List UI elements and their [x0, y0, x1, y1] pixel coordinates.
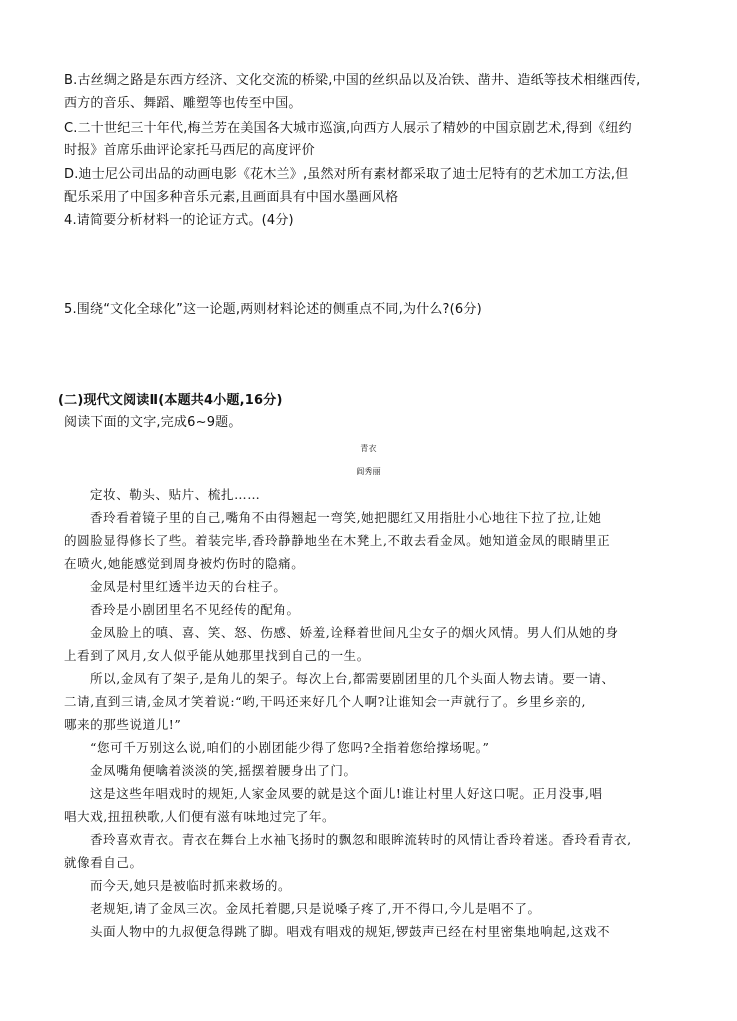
story-line: 上看到了风月,女人似乎能从她那里找到自己的一生。 — [64, 648, 370, 663]
section-heading: (二)现代文阅读Ⅱ(本题共4小题,16分) — [58, 393, 283, 408]
story-line: 所以,金凤有了架子,是角儿的架子。每次上台,都需要剧团里的几个头面人物去请。要一请、 — [90, 671, 615, 686]
story-line: 香玲看着镜子里的自己,嘴角不由得翘起一弯笑,她把腮红又用指肚小心地往下拉了拉,让她 — [90, 510, 602, 525]
story-line: 金凤脸上的嗔、喜、笑、怒、伤感、娇羞,诠释着世间凡尘女子的烟火风情。男人们从她的身 — [90, 625, 619, 640]
story-title: 青衣 — [360, 444, 377, 453]
story-line: 的圆脸显得修长了些。着装完毕,香玲静静地坐在木凳上,不敢去看金凤。她知道金凤的眼睛里正 — [64, 533, 611, 548]
story-line: 二请,直到三请,金凤才笑着说:“哟,干吗还来好几个人啊?让谁知会一声就行了。乡里乡亲的, — [64, 694, 587, 709]
story-line: 金凤嘴角便噙着淡淡的笑,摇摆着腰身出了门。 — [90, 763, 357, 778]
question-5: 5.围绕“文化全球化”这一论题,两则材料论述的侧重点不同,为什么?(6分) — [64, 302, 482, 317]
story-line: 唱大戏,扭扭秧歌,人们便有滋有味地过完了年。 — [64, 809, 336, 824]
option-b-line-1: B.古丝绸之路是东西方经济、文化交流的桥梁,中国的丝织品以及冶铁、凿井、造纸等技术相继西传, — [64, 73, 641, 88]
story-line: 这是这些年唱戏时的规矩,人家金凤要的就是这个面儿!谁让村里人好这口呢。正月没事,唱 — [90, 786, 603, 801]
question-4: 4.请简要分析材料一的论证方式。(4分) — [64, 213, 294, 228]
story-line: 头面人物中的九叔便急得跳了脚。唱戏有唱戏的规矩,锣鼓声已经在村里密集地响起,这戏不 — [90, 924, 611, 939]
story-line: 定妆、勒头、贴片、梳扎…… — [90, 487, 261, 502]
option-d-line-1: D.迪士尼公司出品的动画电影《花木兰》,虽然对所有素材都采取了迪士尼特有的艺术加工方法,但 — [64, 167, 629, 182]
story-line: 在喷火,她能感觉到周身被灼伤时的隐痛。 — [64, 556, 305, 571]
option-c-line-1: C.二十世纪三十年代,梅兰芳在美国各大城市巡演,向西方人展示了精妙的中国京剧艺术,得到《纽约 — [64, 121, 632, 136]
option-c-line-2: 时报》首席乐曲评论家托马西尼的高度评价 — [64, 143, 315, 158]
story-line: 金凤是村里红透半边天的台柱子。 — [90, 579, 287, 594]
story-line: 就像看自己。 — [64, 855, 143, 870]
story-line: 香玲喜欢青衣。青衣在舞台上水袖飞扬时的飘忽和眼眸流转时的风情让香玲着迷。香玲看青衣, — [90, 832, 632, 847]
option-b-line-2: 西方的音乐、舞蹈、雕塑等也传至中国。 — [64, 96, 302, 111]
story-line: 哪来的那些说道儿!” — [64, 717, 182, 732]
option-d-line-2: 配乐采用了中国多种音乐元素,且画面具有中国水墨画风格 — [64, 190, 399, 205]
story-line: 香玲是小剧团里名不见经传的配角。 — [90, 602, 300, 617]
story-author: 阎秀丽 — [356, 467, 381, 476]
story-line: 老规矩,请了金凤三次。金凤托着腮,只是说嗓子疼了,开不得口,今儿是唱不了。 — [90, 901, 541, 916]
reading-instruction: 阅读下面的文字,完成6~9题。 — [64, 415, 242, 430]
story-line: 而今天,她只是被临时抓来救场的。 — [90, 878, 292, 893]
story-line: “您可千万别这么说,咱们的小剧团能少得了您吗?全指着您给撑场呢。” — [90, 740, 490, 755]
